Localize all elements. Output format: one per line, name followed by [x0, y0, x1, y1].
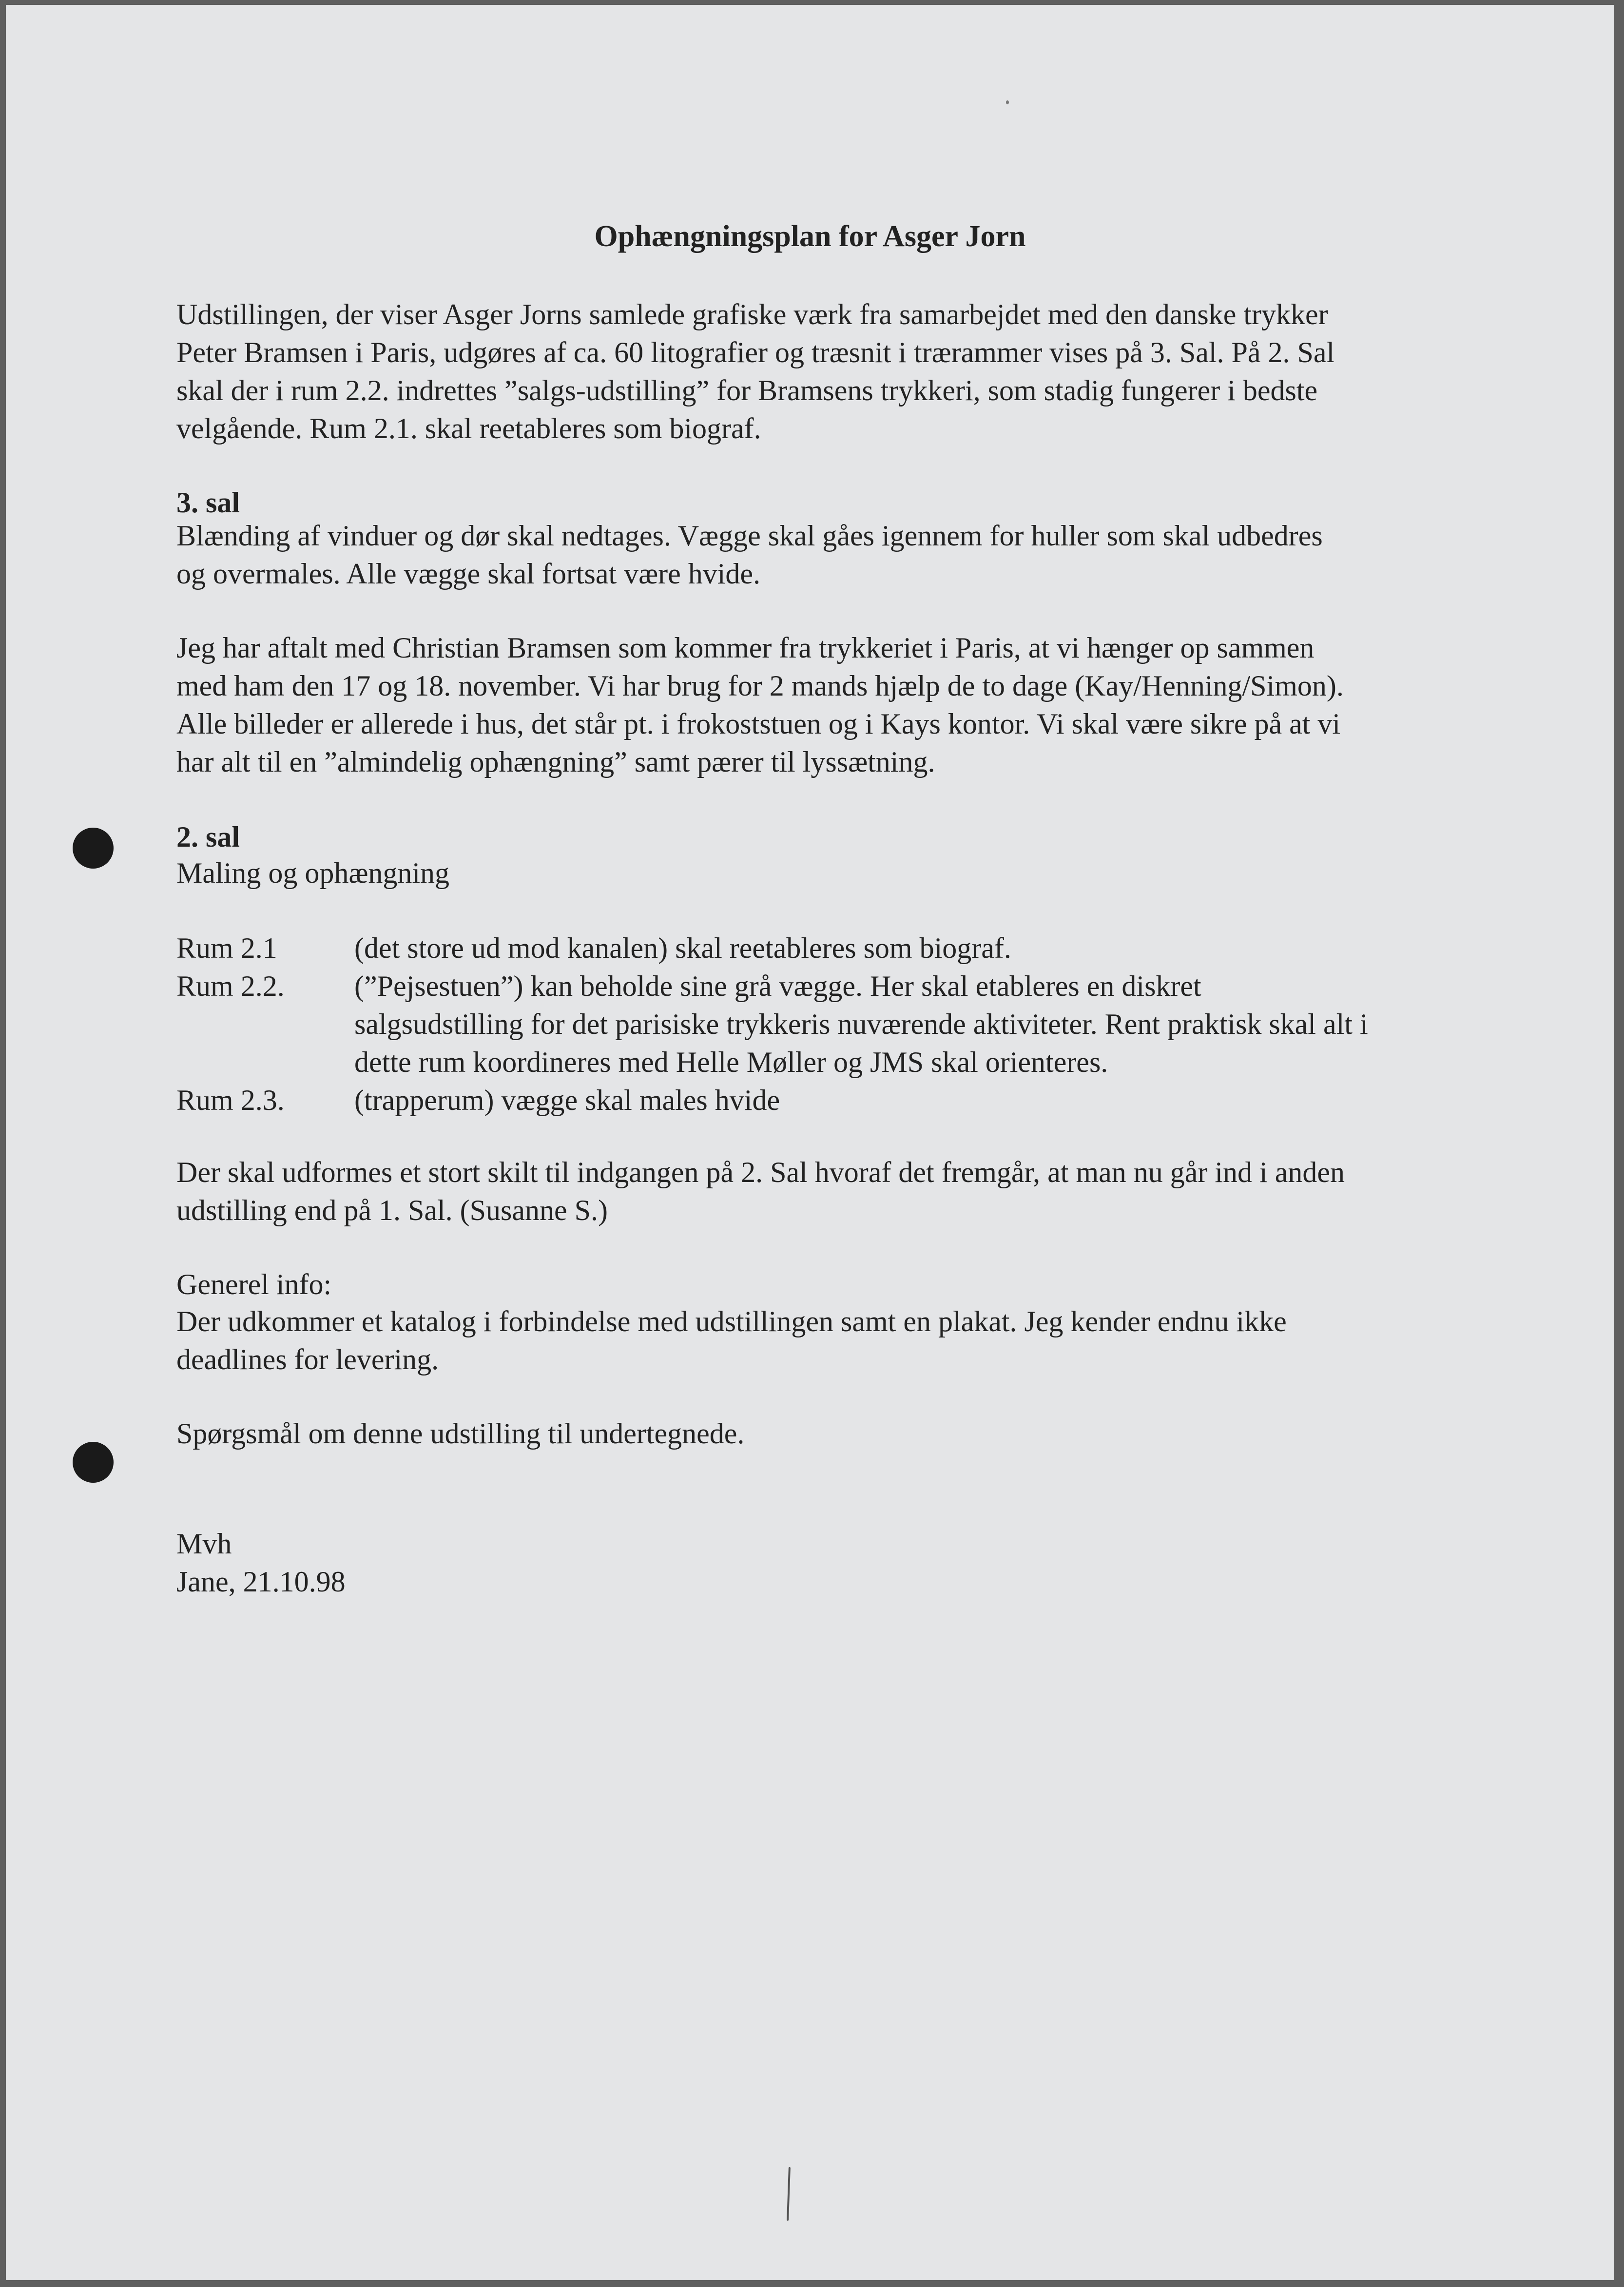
room-description-line: (trapperum) vægge skal males hvide: [354, 1084, 780, 1116]
paragraph-line: udstilling end på 1. Sal. (Susanne S.): [176, 1194, 608, 1226]
paragraph-line: og overmales. Alle vægge skal fortsat være hvide.: [176, 558, 761, 590]
general-info-heading: Generel info:: [176, 1268, 332, 1300]
closing-greeting: Mvh: [176, 1528, 232, 1560]
paragraph-line: deadlines for levering.: [176, 1343, 439, 1376]
document-title: Ophængningsplan for Asger Jorn: [594, 220, 1026, 253]
section-heading-2-sal: 2. sal: [176, 821, 240, 853]
section-subheading: Maling og ophængning: [176, 857, 450, 889]
pen-mark: [787, 2167, 791, 2221]
room-label: Rum 2.2.: [176, 970, 285, 1002]
section-heading-3-sal: 3. sal: [176, 486, 240, 519]
room-description-line: (”Pejsestuen”) kan beholde sine grå vægge. Her skal etableres en diskret: [354, 970, 1201, 1002]
paragraph-line: har alt til en ”almindelig ophængning” samt pærer til lyssætning.: [176, 746, 935, 778]
signature-date: Jane, 21.10.98: [176, 1566, 346, 1598]
intro-line: velgående. Rum 2.1. skal reetableres som biograf.: [176, 412, 761, 445]
intro-line: Udstillingen, der viser Asger Jorns samlede grafiske værk fra samarbejdet med den danske trykker: [176, 298, 1328, 330]
room-label: Rum 2.3.: [176, 1084, 285, 1116]
paragraph-line: Alle billeder er allerede i hus, det står pt. i frokoststuen og i Kays kontor. Vi skal være sikre på at vi: [176, 708, 1341, 740]
room-description-line: (det store ud mod kanalen) skal reetableres som biograf.: [354, 932, 1011, 964]
paragraph-line: Der udkommer et katalog i forbindelse med udstillingen samt en plakat. Jeg kender endnu ikke: [176, 1305, 1287, 1337]
room-description-line: salgsudstilling for det parisiske trykkeris nuværende aktiviteter. Rent praktisk skal alt i: [354, 1008, 1368, 1040]
intro-line: skal der i rum 2.2. indrettes ”salgs-udstilling” for Bramsens trykkeri, som stadig fungerer i bedste: [176, 374, 1318, 407]
document-page: [6, 5, 1614, 2280]
paragraph-line: Der skal udformes et stort skilt til indgangen på 2. Sal hvoraf det fremgår, at man nu går ind i anden: [176, 1156, 1345, 1188]
intro-line: Peter Bramsen i Paris, udgøres af ca. 60 litografier og træsnit i trærammer vises på 3. Sal. På 2. Sal: [176, 336, 1335, 368]
paragraph-line: Blænding af vinduer og dør skal nedtages. Vægge skal gåes igennem for huller som skal udbedres: [176, 520, 1323, 552]
room-label: Rum 2.1: [176, 932, 277, 964]
paragraph-line: Jeg har aftalt med Christian Bramsen som kommer fra trykkeriet i Paris, at vi hænger op sammen: [176, 632, 1315, 664]
punch-hole: [73, 828, 114, 869]
paragraph-line: med ham den 17 og 18. november. Vi har brug for 2 mands hjælp de to dage (Kay/Henning/Simon).: [176, 670, 1344, 702]
punch-hole: [73, 1442, 114, 1483]
room-description-line: dette rum koordineres med Helle Møller og JMS skal orienteres.: [354, 1046, 1108, 1078]
paper-speck: [1006, 100, 1009, 104]
questions-line: Spørgsmål om denne udstilling til undertegnede.: [176, 1417, 745, 1450]
